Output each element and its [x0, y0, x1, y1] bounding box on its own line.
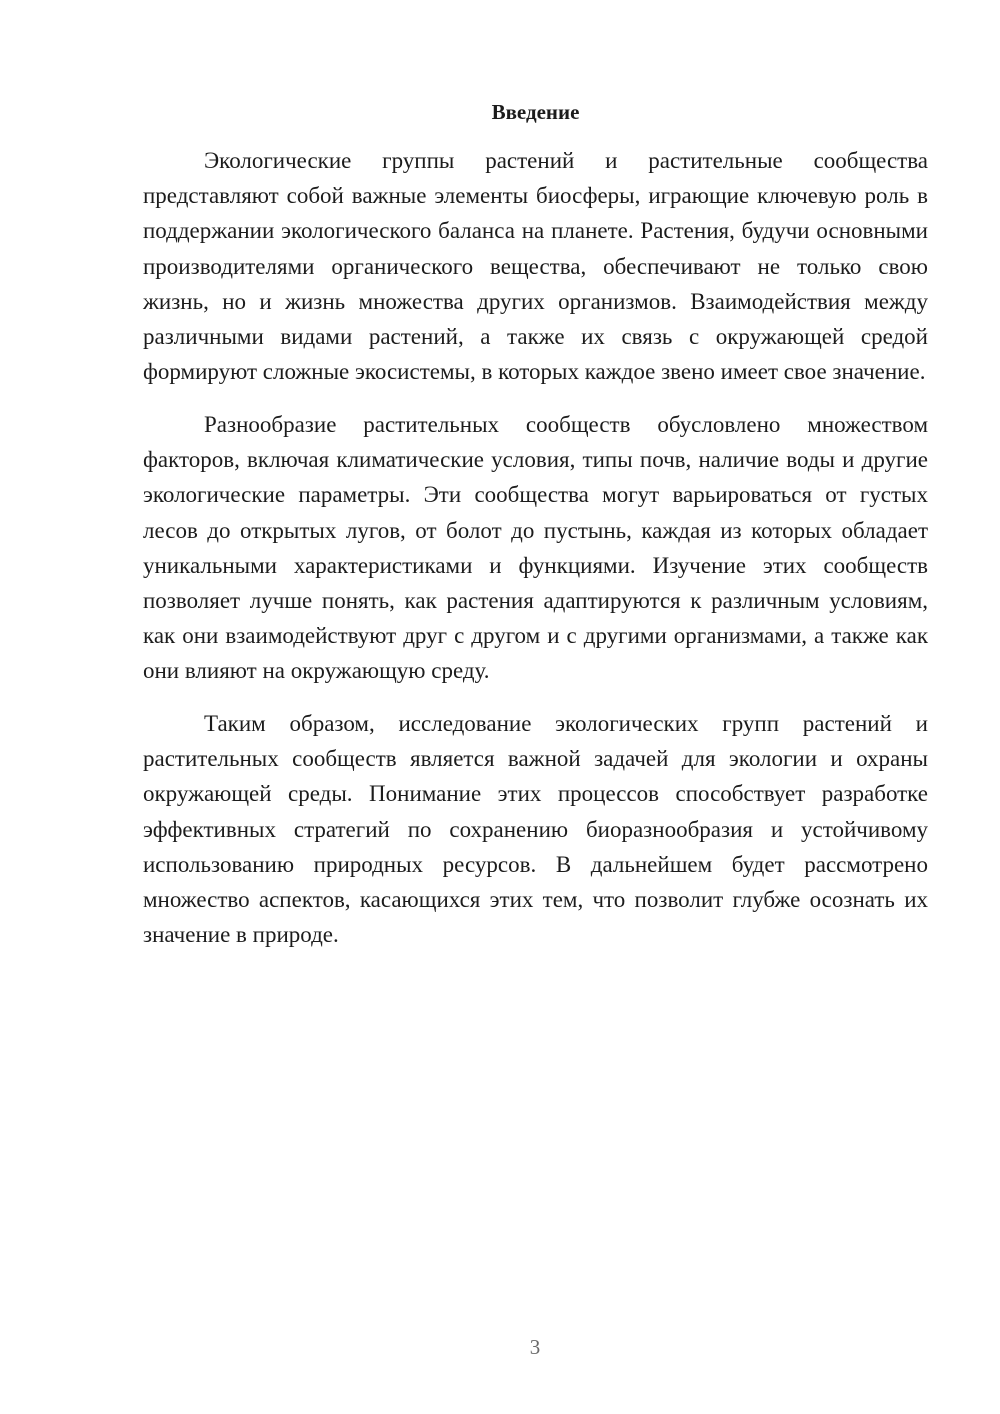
- paragraph-1: Экологические группы растений и растительные сообщества представляют собой важные элементы биосферы, играющие ключевую роль в поддержании экологического баланса на планете. Растения, будучи основными производителями органического вещества, обеспечивают не только свою жизнь, но и жизнь множества других организмов. Взаимодействия между различными видами растений, а также их связь с окружающей средой формируют сложные экосистемы, в которых каждое звено имеет свое значение.: [143, 148, 928, 385]
- paragraph-3: Таким образом, исследование экологических групп растений и растительных сообществ является важной задачей для экологии и охраны окружающей среды. Понимание этих процессов способствует разработке эффективных стратегий по сохранению биоразнообразия и устойчивому использованию природных ресурсов. В дальнейшем будет рассмотрено множество аспектов, касающихся этих тем, что позволит глубже осознать их значение в природе.: [143, 711, 928, 948]
- page-number: 3: [529, 1335, 541, 1359]
- section-heading: Введение: [491, 100, 580, 124]
- paragraph-2: Разнообразие растительных сообществ обусловлено множеством факторов, включая климатические условия, типы почв, наличие воды и другие экологические параметры. Эти сообщества могут варьироваться от густых лесов до открытых лугов, от болот до пустынь, каждая из которых обладает уникальными характеристиками и функциями. Изучение этих сообществ позволяет лучше понять, как растения адаптируются к различным условиям, как они взаимодействуют друг с другом и с другими организмами, а также как они влияют на окружающую среду.: [143, 411, 928, 684]
- body-text: [143, 143, 928, 970]
